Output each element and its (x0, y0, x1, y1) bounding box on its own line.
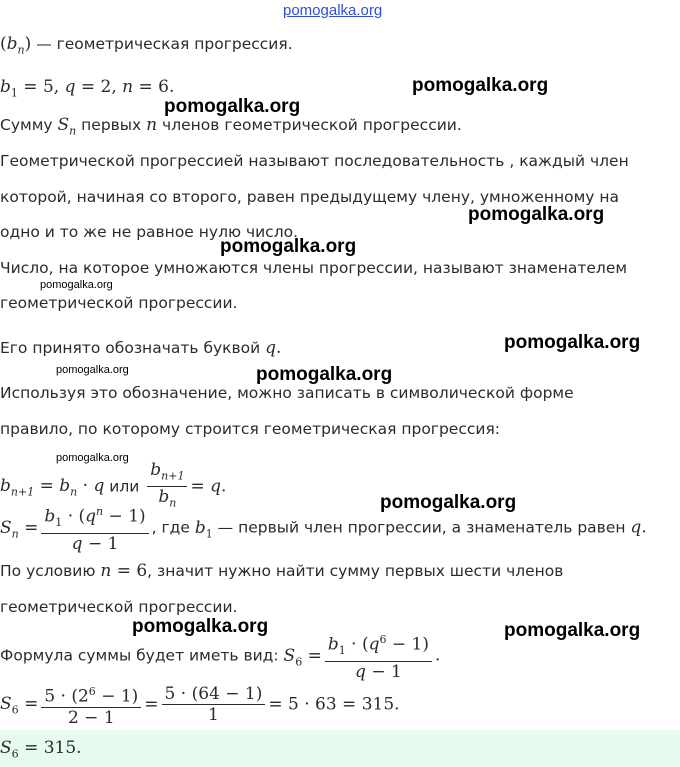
formula-calc-result: = 5 · 63 = 315. (268, 694, 400, 715)
paragraph-line: геометрической прогрессии. (0, 294, 238, 312)
formula-b1: $b_1$ (194, 517, 213, 540)
formula-recurrence: $b_{n+1} = b_n \cdot q$ (0, 476, 105, 499)
formula-bn: $(b_n)$ (0, 34, 32, 57)
formula-given: $b_1 = 5$, q = 2, n = 6. (0, 77, 175, 100)
formula-q: q. (265, 338, 282, 358)
line-notation-q (0, 337, 281, 359)
watermark: pomogalka.org (504, 332, 641, 353)
paragraph-line: Геометрической прогрессией называют последовательность , каждый член (0, 152, 629, 170)
watermark-top-link[interactable]: pomogalka.org (283, 2, 383, 19)
line-answer (0, 737, 82, 765)
line-text: первых (76, 116, 147, 134)
formula-calc-fraction-1: $\frac{5 \cdot (2^6 - 1)}{2 - 1}$ (41, 682, 141, 728)
formula-s6-eq: $S_6$ = (0, 694, 39, 717)
line-text: По условию (0, 562, 101, 580)
line-sum-formula (0, 502, 647, 554)
line-text: Сумму (0, 116, 58, 134)
watermark: pomogalka.org (468, 204, 605, 225)
line-text: Его принято обозначать буквой (0, 339, 266, 357)
paragraph-line: одно и то же не равное нулю число. (0, 223, 299, 241)
line-calculation (0, 682, 400, 728)
watermark: pomogalka.org (380, 492, 517, 513)
watermark: pomogalka.org (256, 364, 393, 385)
watermark: pomogalka.org (40, 279, 113, 291)
formula-ratio: $\frac{b_{n+1}}{b_n}$ (147, 460, 187, 514)
paragraph-line: Число, на которое умножаются члены прогрессии, называют знаменателем (0, 259, 628, 277)
formula-n: n (146, 115, 158, 135)
line-text: — первый член прогрессии, а знаменатель равен (212, 518, 631, 537)
formula-s6-eq: $S_6$ = (283, 645, 322, 668)
formula-sum-fraction: $\frac{b_1 \cdot (q^n - 1)}{q - 1}$ (41, 502, 148, 554)
answer-highlight-box (0, 730, 680, 767)
formula-s6-fraction: $\frac{b_1 \cdot (q^6 - 1)}{q - 1}$ (325, 630, 432, 682)
watermark: pomogalka.org (220, 236, 357, 257)
line-text: , где (151, 518, 195, 537)
line-find-sum (0, 114, 462, 142)
formula-equals: = (144, 694, 159, 715)
watermark: pomogalka.org (56, 452, 129, 464)
formula-sn: $S_n$ (57, 115, 77, 138)
formula-period: . (435, 645, 441, 666)
paragraph-line: геометрической прогрессии. (0, 598, 238, 616)
line-text: Формула суммы будет иметь вид: (0, 646, 284, 665)
line-condition (0, 560, 563, 582)
line-text: членов геометрической прогрессии. (157, 116, 462, 134)
formula-n-eq-6: n = 6 (100, 561, 148, 581)
formula-sn-eq: $S_n$ = (0, 517, 39, 540)
watermark: pomogalka.org (504, 620, 641, 641)
line-text: — геометрическая прогрессия. (31, 35, 293, 53)
watermark: pomogalka.org (164, 96, 301, 117)
watermark: pomogalka.org (56, 364, 129, 376)
paragraph-line: Используя это обозначение, можно записать в символической форме (0, 384, 574, 402)
line-s6-formula (0, 630, 440, 682)
watermark: pomogalka.org (132, 616, 269, 637)
formula-answer: $S_6 = 315$. (0, 738, 82, 761)
line-text: или (104, 477, 145, 496)
paragraph-line: которой, начиная со второго, равен предыдущему члену, умноженному на (0, 188, 620, 206)
paragraph-line: правило, по которому строится геометрическая прогрессия: (0, 420, 500, 438)
formula-calc-fraction-2: $\frac{5 \cdot (64 - 1)}{1}$ (162, 684, 266, 725)
line-text: , значит нужно найти сумму первых шести членов (147, 562, 564, 580)
line-given-values (0, 76, 174, 104)
formula-q: q. (630, 517, 647, 538)
watermark: pomogalka.org (412, 75, 549, 96)
formula-equals-q: = q. (190, 476, 227, 497)
line-progression-definition (0, 33, 293, 61)
